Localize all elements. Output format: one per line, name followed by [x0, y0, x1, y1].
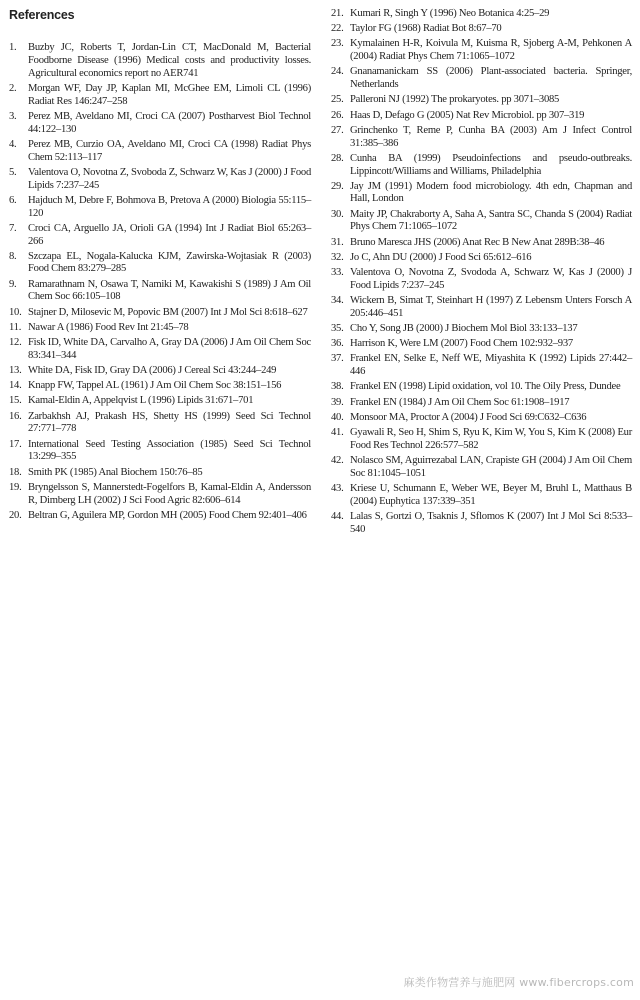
reference-text: White DA, Fisk ID, Gray DA (2006) J Cereal Sci 43:244–249: [28, 365, 277, 377]
reference-text: Knapp FW, Tappel AL (1961) J Am Oil Chem Soc 38:151–156: [28, 380, 282, 392]
reference-number: 1.: [9, 42, 17, 53]
reference-item: [331, 125, 632, 151]
reference-number: 24.: [331, 66, 344, 78]
reference-text: Fisk ID, White DA, Carvalho A, Gray DA (2006) J Am Oil Chem Soc 83:341–344: [28, 337, 311, 361]
reference-text: Hajduch M, Debre F, Bohmova B, Pretova A (2000) Biologia 55:115–120: [28, 194, 311, 219]
reference-text: Zarbakhsh AJ, Prakash HS, Shetty HS (1999) Seed Sci Technol 27:771–778: [28, 410, 311, 435]
reference-item: [9, 195, 311, 221]
reference-number: 13.: [9, 365, 22, 377]
reference-text: Szczapa EL, Nogala-Kalucka KJM, Zawirska-Wojtasiak R (2003) Food Chem 83:279–285: [28, 250, 311, 275]
reference-item: [331, 209, 632, 235]
reference-number: 26.: [331, 109, 344, 121]
reference-item: [9, 482, 311, 508]
reference-number: 31.: [331, 236, 344, 248]
reference-text: Bruno Maresca JHS (2006) Anat Rec B New Anat 289B:38–46: [350, 236, 605, 248]
reference-text: Cho Y, Song JB (2000) J Biochem Mol Biol 33:133–137: [350, 323, 578, 334]
reference-number: 14.: [9, 380, 22, 392]
reference-text: Jo C, Ahn DU (2000) J Food Sci 65:612–616: [350, 251, 532, 263]
reference-item: [331, 267, 632, 293]
reference-item: [331, 110, 632, 123]
reference-item: [331, 252, 632, 265]
reference-number: 15.: [9, 395, 22, 407]
reference-text: Wickern B, Simat T, Steinhart H (1997) Z Lebensm Unters Forsch A 205:446–451: [350, 295, 632, 319]
reference-text: Bryngelsson S, Mannerstedt-Fogelfors B, Kamal-Eldin A, Andersson R, Dimberg LH (2002) J Sci Food Agric 82:606–614: [28, 481, 311, 506]
reference-number: 10.: [9, 306, 22, 318]
reference-text: Harrison K, Were LM (2007) Food Chem 102:932–937: [350, 338, 573, 350]
reference-number: 39.: [331, 396, 344, 408]
reference-item: [331, 94, 632, 107]
reference-number: 19.: [9, 481, 22, 493]
reference-text: Buzby JC, Roberts T, Jordan-Lin CT, MacDonald M, Bacterial Foodborne Disease (1996) Medical costs and productivity losses. Agricultural economics report no AER741: [28, 42, 311, 79]
reference-number: 34.: [331, 295, 344, 307]
reference-number: 33.: [331, 267, 344, 279]
references-heading: References: [9, 8, 75, 22]
reference-item: [331, 237, 632, 250]
reference-number: 5.: [9, 166, 17, 178]
reference-item: [9, 380, 311, 393]
reference-item: [9, 167, 311, 193]
reference-item: [9, 395, 311, 408]
references-column-left: [9, 42, 311, 525]
reference-item: [9, 322, 311, 335]
reference-text: International Seed Testing Association (1985) Seed Sci Technol 13:299–355: [28, 438, 311, 463]
reference-item: [331, 38, 632, 64]
reference-text: Monsoor MA, Proctor A (2004) J Food Sci 69:C632–C636: [350, 411, 587, 423]
reference-text: Taylor FG (1968) Radiat Bot 8:67–70: [350, 23, 502, 35]
reference-text: Kymalainen H-R, Koivula M, Kuisma R, Sjoberg A-M, Pehkonen A (2004) Radiat Phys Chem 71:1065–1072: [350, 38, 632, 63]
reference-number: 11.: [9, 321, 22, 333]
reference-text: Nawar A (1986) Food Rev Int 21:45–78: [28, 321, 189, 333]
reference-text: Croci CA, Arguello JA, Orioli GA (1994) Int J Radiat Biol 65:263–266: [28, 222, 311, 247]
reference-text: Valentova O, Novotna Z, Svododa A, Schwarz W, Kas J (2000) J Food Lipids 7:237–245: [350, 267, 632, 291]
reference-text: Perez MB, Curzio OA, Aveldano MI, Croci CA (1998) Radiat Phys Chem 52:113–117: [28, 138, 311, 163]
reference-item: [9, 139, 311, 165]
reference-number: 3.: [9, 110, 17, 122]
references-column-right: [331, 8, 632, 539]
reference-number: 12.: [9, 337, 22, 349]
site-watermark: 麻类作物营养与施肥网 www.fibercrops.com: [403, 976, 634, 989]
reference-item: [331, 8, 632, 21]
reference-number: 16.: [9, 410, 22, 422]
reference-text: Jay JM (1991) Modern food microbiology. 4th edn, Chapman and Hall, London: [350, 180, 632, 205]
reference-number: 28.: [331, 152, 344, 164]
reference-number: 21.: [331, 8, 344, 19]
reference-text: Grinchenko T, Reme P, Cunha BA (2003) Am J Infect Control 31:385–386: [350, 124, 632, 149]
reference-text: Perez MB, Aveldano MI, Croci CA (2007) Postharvest Biol Technol 44:122–130: [28, 110, 311, 135]
reference-item: [331, 153, 632, 179]
reference-number: 29.: [331, 180, 344, 192]
reference-text: Haas D, Defago G (2005) Nat Rev Microbiol. pp 307–319: [350, 109, 585, 121]
reference-number: 6.: [9, 194, 17, 206]
reference-number: 35.: [331, 323, 344, 334]
reference-item: [331, 397, 632, 410]
reference-number: 7.: [9, 222, 17, 234]
reference-text: Kamal-Eldin A, Appelqvist L (1996) Lipids 31:671–701: [28, 395, 254, 407]
reference-text: Frankel EN (1984) J Am Oil Chem Soc 61:1908–1917: [350, 396, 570, 408]
reference-item: [9, 467, 311, 480]
reference-text: Morgan WF, Day JP, Kaplan MI, McGhee EM, Limoli CL (1996) Radiat Res 146:247–258: [28, 82, 311, 107]
reference-item: [331, 427, 632, 453]
reference-item: [9, 251, 311, 277]
reference-number: 36.: [331, 338, 344, 350]
reference-number: 23.: [331, 38, 344, 50]
reference-item: [331, 353, 632, 379]
reference-item: [9, 42, 311, 80]
reference-text: Lalas S, Gortzi O, Tsaknis J, Sflomos K (2007) Int J Mol Sci 8:533–540: [350, 510, 632, 535]
reference-item: [9, 510, 311, 523]
reference-number: 20.: [9, 509, 22, 521]
reference-number: 9.: [9, 278, 17, 290]
reference-number: 17.: [9, 438, 22, 450]
reference-item: [9, 111, 311, 137]
reference-item: [9, 307, 311, 320]
reference-item: [9, 223, 311, 249]
reference-number: 37.: [331, 353, 344, 365]
reference-text: Palleroni NJ (1992) The prokaryotes. pp 3071–3085: [350, 94, 560, 106]
reference-item: [331, 66, 632, 92]
reference-text: Nolasco SM, Aguirrezabal LAN, Crapiste GH (2004) J Am Oil Chem Soc 81:1045–1051: [350, 454, 632, 479]
reference-item: [331, 511, 632, 537]
reference-number: 25.: [331, 94, 344, 106]
reference-number: 44.: [331, 510, 344, 522]
reference-number: 32.: [331, 251, 344, 263]
reference-item: [331, 323, 632, 336]
reference-number: 27.: [331, 124, 344, 136]
reference-text: Cunha BA (1999) Pseudoinfections and pseudo-outbreaks. Lippincott/Williams and Williams, Philadelphia: [350, 152, 632, 177]
reference-item: [331, 483, 632, 509]
reference-text: Smith PK (1985) Anal Biochem 150:76–85: [28, 466, 203, 478]
reference-number: 42.: [331, 454, 344, 466]
reference-number: 38.: [331, 381, 344, 393]
reference-item: [9, 365, 311, 378]
reference-text: Stajner D, Milosevic M, Popovic BM (2007) Int J Mol Sci 8:618–627: [28, 306, 308, 318]
reference-text: Beltran G, Aguilera MP, Gordon MH (2005) Food Chem 92:401–406: [28, 509, 307, 521]
reference-number: 4.: [9, 138, 17, 150]
reference-text: Kriese U, Schumann E, Weber WE, Beyer M, Bruhl L, Matthaus B (2004) Euphytica 137:339–351: [350, 482, 632, 507]
reference-number: 40.: [331, 411, 344, 423]
reference-item: [9, 411, 311, 437]
reference-item: [331, 412, 632, 425]
reference-number: 41.: [331, 426, 344, 438]
reference-item: [331, 338, 632, 351]
reference-item: [331, 381, 632, 394]
reference-text: Ramarathnam N, Osawa T, Namiki M, Kawakishi S (1989) J Am Oil Chem Soc 66:105–108: [28, 278, 311, 303]
reference-number: 22.: [331, 23, 344, 35]
reference-item: [9, 279, 311, 305]
reference-item: [331, 295, 632, 321]
reference-item: [331, 23, 632, 36]
reference-text: Kumari R, Singh Y (1996) Neo Botanica 4:25–29: [350, 8, 550, 19]
reference-text: Gnanamanickam SS (2006) Plant-associated bacteria. Springer, Netherlands: [350, 66, 632, 91]
reference-text: Maity JP, Chakraborty A, Saha A, Santra SC, Chanda S (2004) Radiat Phys Chem 71:1065–1072: [350, 208, 632, 233]
reference-item: [9, 337, 311, 363]
reference-text: Frankel EN (1998) Lipid oxidation, vol 10. The Oily Press, Dundee: [350, 381, 621, 393]
reference-number: 8.: [9, 250, 17, 262]
reference-text: Gyawali R, Seo H, Shim S, Ryu K, Kim W, You S, Kim K (2008) Eur Food Res Technol 226:577–582: [350, 426, 632, 451]
reference-text: Frankel EN, Selke E, Neff WE, Miyashita K (1992) Lipids 27:442–446: [350, 353, 632, 378]
reference-number: 18.: [9, 466, 22, 478]
reference-number: 2.: [9, 82, 17, 94]
reference-item: [331, 455, 632, 481]
reference-number: 43.: [331, 482, 344, 494]
reference-item: [9, 83, 311, 109]
reference-text: Valentova O, Novotna Z, Svoboda Z, Schwarz W, Kas J (2000) J Food Lipids 7:237–245: [28, 166, 311, 191]
reference-item: [9, 439, 311, 465]
reference-item: [331, 181, 632, 207]
reference-number: 30.: [331, 208, 344, 220]
